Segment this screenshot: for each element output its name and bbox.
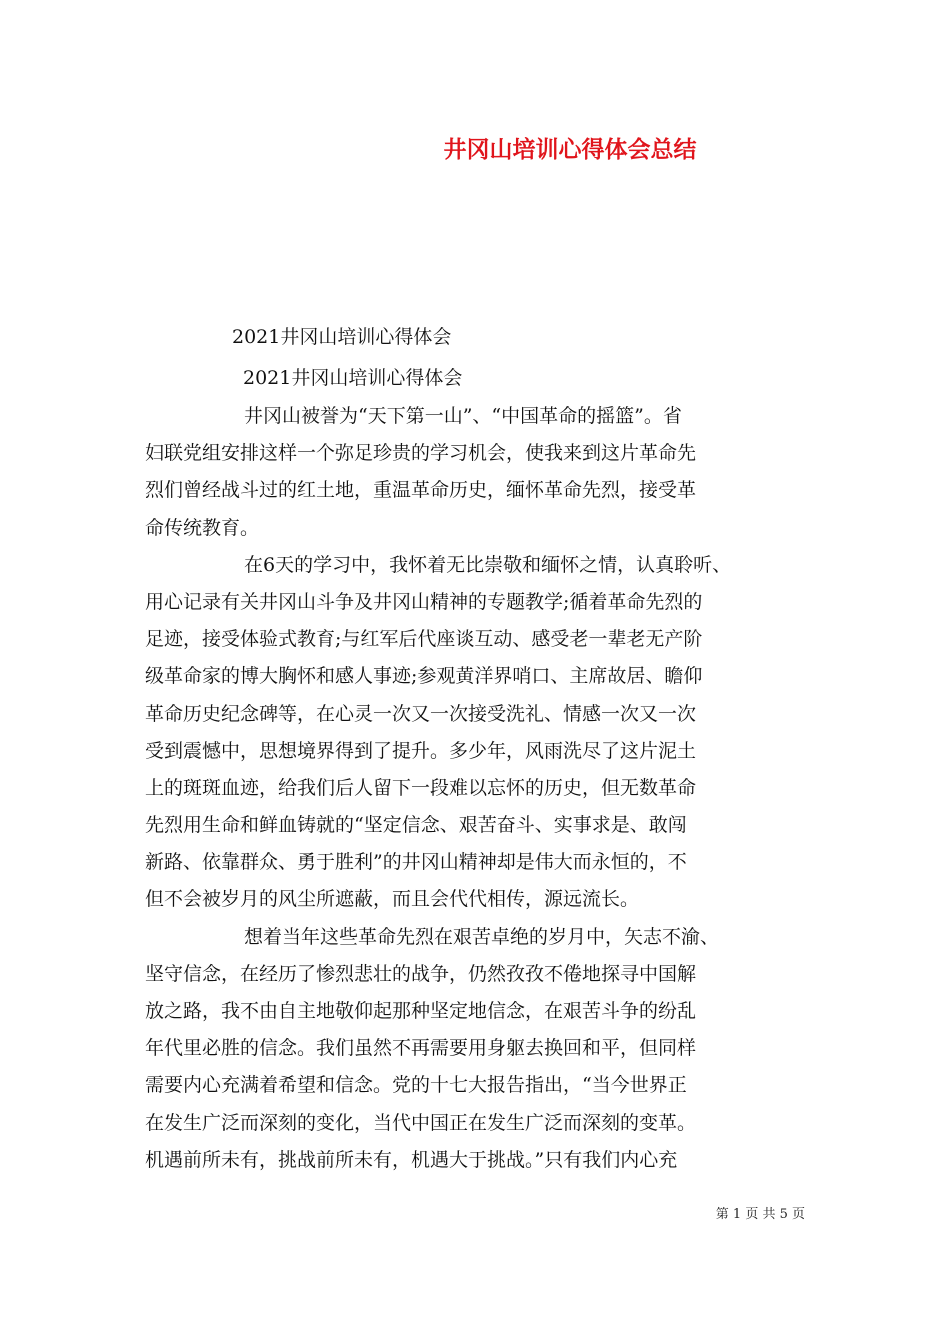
text-line: 新路、依靠群众、勇于胜利”的井冈山精神却是伟大而永恒的，不 xyxy=(145,851,687,874)
text-line: 机遇前所未有，挑战前所未有，机遇大于挑战。”只有我们内心充 xyxy=(145,1148,678,1171)
paragraph-2 xyxy=(145,547,805,919)
text-line: 井冈山被誉为“天下第一山”、“中国革命的摇篮”。省 xyxy=(244,405,682,427)
document-title: 井冈山培训心得体会总结 xyxy=(443,136,697,163)
text-line: 但不会被岁月的风尘所遮蔽，而且会代代相传，源远流长。 xyxy=(145,888,640,911)
paragraph-3 xyxy=(145,919,805,1179)
subtitle-1: 2021井冈山培训心得体会 xyxy=(232,326,452,348)
text-line: 想着当年这些革命先烈在艰苦卓绝的岁月中，矢志不渝、 xyxy=(244,925,720,948)
text-line: 足迹，接受体验式教育;与红军后代座谈互动、感受老一辈老无产阶 xyxy=(145,628,703,651)
text-line: 妇联党组安排这样一个弥足珍贵的学习机会，使我来到这片革命先 xyxy=(145,442,697,465)
text-line: 需要内心充满着希望和信念。党的十七大报告指出，“当今世界正 xyxy=(145,1074,687,1097)
text-line: 在发生广泛而深刻的变化，当代中国正在发生广泛而深刻的变革。 xyxy=(145,1111,697,1134)
text-line: 年代里必胜的信念。我们虽然不再需要用身躯去换回和平，但同样 xyxy=(145,1037,697,1060)
text-line: 烈们曾经战斗过的红土地，重温革命历史，缅怀革命先烈，接受革 xyxy=(145,479,697,502)
text-line: 受到震憾中，思想境界得到了提升。多少年，风雨洗尽了这片泥土 xyxy=(145,739,697,762)
text-line: 在6天的学习中，我怀着无比崇敬和缅怀之情，认真聆听、 xyxy=(244,553,732,576)
subtitle-2: 2021井冈山培训心得体会 xyxy=(243,367,463,389)
page-number-footer: 第 1 页 共 5 页 xyxy=(715,1207,805,1222)
text-line: 命传统教育。 xyxy=(145,516,260,539)
text-line: 坚守信念，在经历了惨烈悲壮的战争，仍然孜孜不倦地探寻中国解 xyxy=(145,962,697,985)
text-line: 级革命家的博大胸怀和感人事迹;参观黄洋界哨口、主席故居、瞻仰 xyxy=(145,665,703,688)
text-line: 放之路，我不由自主地敬仰起那种坚定地信念，在艰苦斗争的纷乱 xyxy=(145,1000,697,1022)
text-line: 用心记录有关井冈山斗争及井冈山精神的专题教学;循着革命先烈的 xyxy=(145,590,703,613)
body-text xyxy=(145,398,805,1179)
paragraph-1 xyxy=(145,398,805,547)
text-line: 革命历史纪念碑等，在心灵一次又一次接受洗礼、情感一次又一次 xyxy=(145,702,697,725)
text-line: 先烈用生命和鲜血铸就的“坚定信念、艰苦奋斗、实事求是、敢闯 xyxy=(145,814,687,837)
text-line: 上的斑斑血迹，给我们后人留下一段难以忘怀的历史，但无数革命 xyxy=(145,776,697,799)
